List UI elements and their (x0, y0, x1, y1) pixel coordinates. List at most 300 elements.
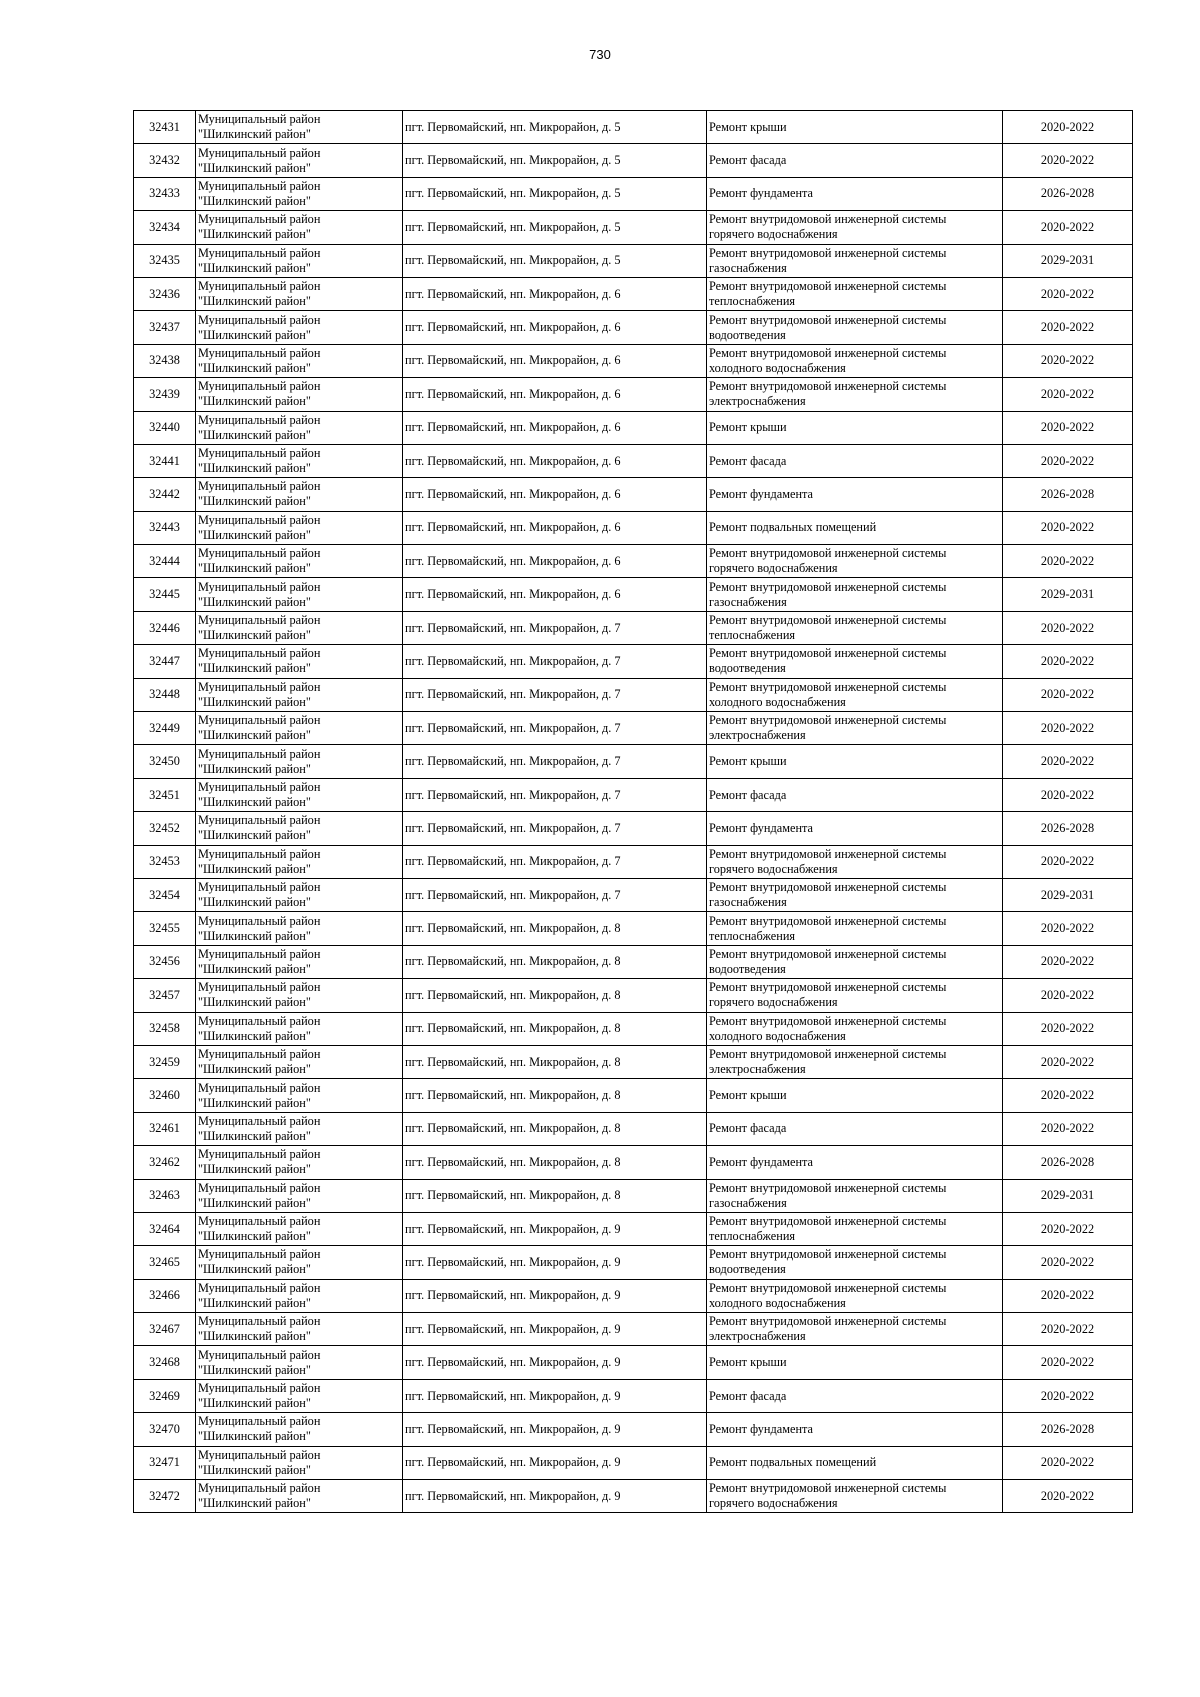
period-cell: 2026-2028 (1003, 1146, 1133, 1179)
work-type-cell (707, 979, 1003, 1012)
municipality-cell (196, 812, 403, 845)
municipality-name-line: "Шилкинский район" (198, 127, 311, 142)
municipality-cell (196, 1413, 403, 1446)
work-type-cell (707, 311, 1003, 344)
address-cell: пгт. Первомайский, нп. Микрорайон, д. 5 (403, 211, 707, 244)
work-type-line: Ремонт внутридомовой инженерной системы (709, 579, 947, 594)
municipality-cell (196, 1246, 403, 1279)
table-row (134, 1413, 1133, 1446)
address-cell: пгт. Первомайский, нп. Микрорайон, д. 7 (403, 611, 707, 644)
row-number-cell: 32447 (134, 645, 196, 678)
table-row (134, 678, 1133, 711)
period-cell: 2020-2022 (1003, 1079, 1133, 1112)
address-cell: пгт. Первомайский, нп. Микрорайон, д. 7 (403, 645, 707, 678)
work-type-line: Ремонт внутридомовой инженерной системы (709, 546, 947, 561)
work-type-detail-line: горячего водоснабжения (709, 227, 838, 242)
address-cell: пгт. Первомайский, нп. Микрорайон, д. 9 (403, 1413, 707, 1446)
table-row (134, 211, 1133, 244)
row-number-cell: 32431 (134, 111, 196, 144)
row-number-cell: 32465 (134, 1246, 196, 1279)
municipality-line: Муниципальный район (198, 713, 321, 728)
municipality-name-line: "Шилкинский район" (198, 661, 311, 676)
address-cell: пгт. Первомайский, нп. Микрорайон, д. 7 (403, 812, 707, 845)
work-type-detail-line: газоснабжения (709, 594, 787, 609)
municipality-cell (196, 645, 403, 678)
address-cell: пгт. Первомайский, нп. Микрорайон, д. 7 (403, 678, 707, 711)
row-number-cell: 32456 (134, 945, 196, 978)
work-type-cell (707, 177, 1003, 210)
work-type-line: Ремонт внутридомовой инженерной системы (709, 245, 947, 260)
work-type-detail-line: теплоснабжения (709, 294, 796, 309)
municipality-name-line: "Шилкинский район" (198, 1229, 311, 1244)
address-cell: пгт. Первомайский, нп. Микрорайон, д. 6 (403, 545, 707, 578)
municipality-line: Муниципальный район (198, 446, 321, 461)
address-cell: пгт. Первомайский, нп. Микрорайон, д. 7 (403, 845, 707, 878)
work-type-line: Ремонт внутридомовой инженерной системы (709, 713, 947, 728)
work-type-line: Ремонт фасада (709, 453, 787, 468)
work-type-detail-line: теплоснабжения (709, 628, 796, 643)
municipality-line: Муниципальный район (198, 546, 321, 561)
work-type-line: Ремонт внутридомовой инженерной системы (709, 1180, 947, 1195)
work-type-detail-line: электроснабжения (709, 1329, 806, 1344)
work-type-line: Ремонт внутридомовой инженерной системы (709, 1013, 947, 1028)
table-row (134, 778, 1133, 811)
period-cell: 2020-2022 (1003, 1379, 1133, 1412)
work-type-line: Ремонт внутридомовой инженерной системы (709, 1214, 947, 1229)
work-type-cell (707, 945, 1003, 978)
work-type-detail-line: холодного водоснабжения (709, 360, 846, 375)
work-type-detail-line: холодного водоснабжения (709, 1295, 846, 1310)
row-number-cell: 32458 (134, 1012, 196, 1045)
municipality-line: Муниципальный район (198, 1247, 321, 1262)
work-type-line: Ремонт внутридомовой инженерной системы (709, 312, 947, 327)
row-number-cell: 32468 (134, 1346, 196, 1379)
municipality-line: Муниципальный район (198, 1381, 321, 1396)
work-type-detail-line: теплоснабжения (709, 928, 796, 943)
municipality-line: Муниципальный район (198, 1280, 321, 1295)
municipality-line: Муниципальный район (198, 780, 321, 794)
row-number-cell: 32435 (134, 244, 196, 277)
municipality-cell (196, 578, 403, 611)
work-type-line: Ремонт внутридомовой инженерной системы (709, 980, 947, 995)
period-cell: 2020-2022 (1003, 712, 1133, 745)
address-cell: пгт. Первомайский, нп. Микрорайон, д. 5 (403, 244, 707, 277)
municipality-name-line: "Шилкинский район" (198, 694, 311, 709)
row-number-cell: 32448 (134, 678, 196, 711)
table-row (134, 1079, 1133, 1112)
work-type-cell (707, 478, 1003, 511)
work-type-cell (707, 511, 1003, 544)
municipality-cell (196, 344, 403, 377)
period-cell: 2020-2022 (1003, 211, 1133, 244)
period-cell: 2020-2022 (1003, 945, 1133, 978)
period-cell: 2020-2022 (1003, 1279, 1133, 1312)
row-number-cell: 32451 (134, 778, 196, 811)
work-type-line: Ремонт внутридомовой инженерной системы (709, 212, 947, 227)
work-type-detail-line: газоснабжения (709, 1195, 787, 1210)
municipality-line: Муниципальный район (198, 1314, 321, 1329)
table-row (134, 1446, 1133, 1479)
municipality-cell (196, 745, 403, 778)
table-row (134, 311, 1133, 344)
municipality-line: Муниципальный район (198, 613, 321, 628)
municipality-line: Муниципальный район (198, 145, 321, 160)
work-type-cell (707, 778, 1003, 811)
municipality-name-line: "Шилкинский район" (198, 995, 311, 1010)
table-row (134, 645, 1133, 678)
municipality-name-line: "Шилкинский район" (198, 461, 311, 476)
municipality-cell (196, 144, 403, 177)
row-number-cell: 32445 (134, 578, 196, 611)
address-cell: пгт. Первомайский, нп. Микрорайон, д. 8 (403, 945, 707, 978)
period-cell: 2020-2022 (1003, 678, 1133, 711)
address-cell: пгт. Первомайский, нп. Микрорайон, д. 9 (403, 1446, 707, 1479)
table-row (134, 1379, 1133, 1412)
work-type-cell (707, 1012, 1003, 1045)
municipality-line: Муниципальный район (198, 679, 321, 694)
municipality-cell (196, 511, 403, 544)
municipality-cell (196, 979, 403, 1012)
municipality-cell (196, 1446, 403, 1479)
municipality-name-line: "Шилкинский район" (198, 227, 311, 242)
table-row (134, 478, 1133, 511)
work-type-line: Ремонт внутридомовой инженерной системы (709, 1314, 947, 1329)
table-row (134, 878, 1133, 911)
table-row (134, 277, 1133, 310)
row-number-cell: 32440 (134, 411, 196, 444)
table-row (134, 845, 1133, 878)
municipality-name-line: "Шилкинский район" (198, 561, 311, 576)
municipality-line: Муниципальный район (198, 913, 321, 928)
municipality-line: Муниципальный район (198, 1113, 321, 1128)
address-cell: пгт. Первомайский, нп. Микрорайон, д. 8 (403, 1112, 707, 1145)
work-type-detail-line: электроснабжения (709, 1062, 806, 1077)
work-type-cell (707, 712, 1003, 745)
work-type-line: Ремонт внутридомовой инженерной системы (709, 1247, 947, 1262)
period-cell: 2026-2028 (1003, 177, 1133, 210)
address-cell: пгт. Первомайский, нп. Микрорайон, д. 9 (403, 1346, 707, 1379)
period-cell: 2029-2031 (1003, 878, 1133, 911)
municipality-line: Муниципальный район (198, 1214, 321, 1229)
address-cell: пгт. Первомайский, нп. Микрорайон, д. 9 (403, 1379, 707, 1412)
work-type-detail-line: горячего водоснабжения (709, 861, 838, 876)
address-cell: пгт. Первомайский, нп. Микрорайон, д. 8 (403, 912, 707, 945)
period-cell: 2029-2031 (1003, 244, 1133, 277)
table-row (134, 979, 1133, 1012)
work-type-cell (707, 1112, 1003, 1145)
work-type-line: Ремонт фасада (709, 1388, 787, 1403)
period-cell: 2020-2022 (1003, 411, 1133, 444)
work-type-cell (707, 144, 1003, 177)
row-number-cell: 32452 (134, 812, 196, 845)
work-type-detail-line: водоотведения (709, 327, 786, 342)
row-number-cell: 32470 (134, 1413, 196, 1446)
municipality-line: Муниципальный район (198, 279, 321, 294)
address-cell: пгт. Первомайский, нп. Микрорайон, д. 6 (403, 378, 707, 411)
address-cell: пгт. Первомайский, нп. Микрорайон, д. 9 (403, 1246, 707, 1279)
address-cell: пгт. Первомайский, нп. Микрорайон, д. 9 (403, 1313, 707, 1346)
address-cell: пгт. Первомайский, нп. Микрорайон, д. 6 (403, 311, 707, 344)
row-number-cell: 32446 (134, 611, 196, 644)
municipality-line: Муниципальный район (198, 846, 321, 861)
work-type-line: Ремонт подвальных помещений (709, 1455, 877, 1470)
municipality-cell (196, 678, 403, 711)
work-type-detail-line: газоснабжения (709, 260, 787, 275)
municipality-line: Муниципальный район (198, 1347, 321, 1362)
table-row (134, 912, 1133, 945)
address-cell: пгт. Первомайский, нп. Микрорайон, д. 6 (403, 411, 707, 444)
row-number-cell: 32463 (134, 1179, 196, 1212)
table-row (134, 945, 1133, 978)
row-number-cell: 32453 (134, 845, 196, 878)
municipality-name-line: "Шилкинский район" (198, 761, 311, 776)
row-number-cell: 32439 (134, 378, 196, 411)
period-cell: 2029-2031 (1003, 1179, 1133, 1212)
address-cell: пгт. Первомайский, нп. Микрорайон, д. 9 (403, 1212, 707, 1245)
municipality-cell (196, 111, 403, 144)
period-cell: 2020-2022 (1003, 1313, 1133, 1346)
municipality-cell (196, 411, 403, 444)
period-cell: 2020-2022 (1003, 1446, 1133, 1479)
municipality-name-line: "Шилкинский район" (198, 494, 311, 509)
municipality-line: Муниципальный район (198, 746, 321, 761)
work-type-detail-line: электроснабжения (709, 394, 806, 409)
work-type-line: Ремонт фундамента (709, 1154, 814, 1169)
municipality-line: Муниципальный район (198, 1013, 321, 1028)
work-type-cell (707, 378, 1003, 411)
row-number-cell: 32442 (134, 478, 196, 511)
work-type-cell (707, 1279, 1003, 1312)
row-number-cell: 32434 (134, 211, 196, 244)
work-type-line: Ремонт подвальных помещений (709, 520, 877, 535)
municipality-line: Муниципальный район (198, 1147, 321, 1162)
municipality-cell (196, 1212, 403, 1245)
municipality-line: Муниципальный район (198, 946, 321, 961)
municipality-name-line: "Шилкинский район" (198, 260, 311, 275)
work-type-line: Ремонт внутридомовой инженерной системы (709, 846, 947, 861)
municipality-cell (196, 1480, 403, 1513)
municipality-name-line: "Шилкинский район" (198, 728, 311, 743)
municipality-cell (196, 177, 403, 210)
work-type-detail-line: горячего водоснабжения (709, 995, 838, 1010)
municipality-cell (196, 1012, 403, 1045)
municipality-cell (196, 1146, 403, 1179)
period-cell: 2026-2028 (1003, 1413, 1133, 1446)
municipality-line: Муниципальный район (198, 980, 321, 995)
table-row (134, 1480, 1133, 1513)
work-type-detail-line: электроснабжения (709, 728, 806, 743)
table-row (134, 545, 1133, 578)
row-number-cell: 32457 (134, 979, 196, 1012)
work-type-cell (707, 745, 1003, 778)
municipality-name-line: "Шилкинский район" (198, 1128, 311, 1143)
table-row (134, 411, 1133, 444)
municipality-line: Муниципальный район (198, 1047, 321, 1062)
municipality-name-line: "Шилкинский район" (198, 1195, 311, 1210)
municipality-name-line: "Шилкинский район" (198, 294, 311, 309)
table-row (134, 1313, 1133, 1346)
work-type-cell (707, 1313, 1003, 1346)
municipality-line: Муниципальный район (198, 345, 321, 360)
work-type-detail-line: холодного водоснабжения (709, 694, 846, 709)
work-type-line: Ремонт внутридомовой инженерной системы (709, 1280, 947, 1295)
municipality-cell (196, 778, 403, 811)
municipality-name-line: "Шилкинский район" (198, 1462, 311, 1477)
municipality-name-line: "Шилкинский район" (198, 1028, 311, 1043)
row-number-cell: 32441 (134, 444, 196, 477)
municipality-cell (196, 244, 403, 277)
municipality-name-line: "Шилкинский район" (198, 1496, 311, 1511)
period-cell: 2020-2022 (1003, 545, 1133, 578)
address-cell: пгт. Первомайский, нп. Микрорайон, д. 7 (403, 745, 707, 778)
municipality-name-line: "Шилкинский район" (198, 1295, 311, 1310)
municipality-name-line: "Шилкинский район" (198, 594, 311, 609)
table-row (134, 444, 1133, 477)
municipality-line: Муниципальный район (198, 312, 321, 327)
municipality-name-line: "Шилкинский район" (198, 895, 311, 910)
row-number-cell: 32460 (134, 1079, 196, 1112)
work-type-line: Ремонт крыши (709, 754, 787, 769)
municipality-name-line: "Шилкинский район" (198, 628, 311, 643)
municipality-line: Муниципальный район (198, 245, 321, 260)
row-number-cell: 32471 (134, 1446, 196, 1479)
municipality-line: Муниципальный район (198, 579, 321, 594)
municipality-name-line: "Шилкинский район" (198, 1429, 311, 1444)
municipality-line: Муниципальный район (198, 379, 321, 394)
row-number-cell: 32472 (134, 1480, 196, 1513)
work-type-cell (707, 1246, 1003, 1279)
address-cell: пгт. Первомайский, нп. Микрорайон, д. 5 (403, 111, 707, 144)
municipality-name-line: "Шилкинский район" (198, 527, 311, 542)
municipality-name-line: "Шилкинский район" (198, 928, 311, 943)
period-cell: 2020-2022 (1003, 311, 1133, 344)
period-cell: 2020-2022 (1003, 1346, 1133, 1379)
table-row (134, 712, 1133, 745)
work-type-cell (707, 1146, 1003, 1179)
address-cell: пгт. Первомайский, нп. Микрорайон, д. 7 (403, 878, 707, 911)
period-cell: 2020-2022 (1003, 511, 1133, 544)
municipality-name-line: "Шилкинский район" (198, 394, 311, 409)
municipality-line: Муниципальный район (198, 813, 321, 828)
work-type-cell (707, 578, 1003, 611)
work-type-cell (707, 1446, 1003, 1479)
municipality-name-line: "Шилкинский район" (198, 1062, 311, 1077)
row-number-cell: 32469 (134, 1379, 196, 1412)
work-type-detail-line: водоотведения (709, 961, 786, 976)
table-row (134, 344, 1133, 377)
municipality-line: Муниципальный район (198, 178, 321, 193)
work-type-cell (707, 1079, 1003, 1112)
municipality-name-line: "Шилкинский район" (198, 1329, 311, 1344)
table-row (134, 1146, 1133, 1179)
period-cell: 2020-2022 (1003, 1246, 1133, 1279)
registry-table (133, 110, 1133, 1513)
row-number-cell: 32444 (134, 545, 196, 578)
row-number-cell: 32432 (134, 144, 196, 177)
municipality-name-line: "Шилкинский район" (198, 360, 311, 375)
period-cell: 2020-2022 (1003, 1045, 1133, 1078)
work-type-detail-line: водоотведения (709, 661, 786, 676)
work-type-cell (707, 1413, 1003, 1446)
work-type-line: Ремонт внутридомовой инженерной системы (709, 379, 947, 394)
work-type-cell (707, 678, 1003, 711)
row-number-cell: 32449 (134, 712, 196, 745)
table-row (134, 1179, 1133, 1212)
municipality-line: Муниципальный район (198, 112, 321, 127)
municipality-name-line: "Шилкинский район" (198, 1362, 311, 1377)
work-type-line: Ремонт фундамента (709, 820, 814, 835)
municipality-name-line: "Шилкинский район" (198, 828, 311, 843)
work-type-cell (707, 1212, 1003, 1245)
table-row (134, 511, 1133, 544)
period-cell: 2020-2022 (1003, 111, 1133, 144)
table-row (134, 812, 1133, 845)
address-cell: пгт. Первомайский, нп. Микрорайон, д. 6 (403, 578, 707, 611)
work-type-cell (707, 344, 1003, 377)
row-number-cell: 32437 (134, 311, 196, 344)
work-type-cell (707, 211, 1003, 244)
period-cell: 2020-2022 (1003, 444, 1133, 477)
municipality-name-line: "Шилкинский район" (198, 1396, 311, 1411)
work-type-cell (707, 411, 1003, 444)
municipality-cell (196, 478, 403, 511)
municipality-name-line: "Шилкинский район" (198, 961, 311, 976)
period-cell: 2020-2022 (1003, 277, 1133, 310)
work-type-detail-line: горячего водоснабжения (709, 561, 838, 576)
row-number-cell: 32433 (134, 177, 196, 210)
municipality-cell (196, 1112, 403, 1145)
row-number-cell: 32466 (134, 1279, 196, 1312)
table-row (134, 1212, 1133, 1245)
table-row (134, 1246, 1133, 1279)
period-cell: 2020-2022 (1003, 1112, 1133, 1145)
page-number: 730 (589, 47, 611, 62)
municipality-line: Муниципальный район (198, 1481, 321, 1496)
municipality-line: Муниципальный район (198, 412, 321, 427)
work-type-line: Ремонт фасада (709, 787, 787, 802)
period-cell: 2020-2022 (1003, 1012, 1133, 1045)
table-row (134, 144, 1133, 177)
municipality-name-line: "Шилкинский район" (198, 1095, 311, 1110)
work-type-cell (707, 1379, 1003, 1412)
work-type-line: Ремонт внутридомовой инженерной системы (709, 345, 947, 360)
period-cell: 2020-2022 (1003, 144, 1133, 177)
address-cell: пгт. Первомайский, нп. Микрорайон, д. 6 (403, 344, 707, 377)
municipality-name-line: "Шилкинский район" (198, 1262, 311, 1277)
period-cell: 2029-2031 (1003, 578, 1133, 611)
row-number-cell: 32454 (134, 878, 196, 911)
period-cell: 2020-2022 (1003, 912, 1133, 945)
municipality-name-line: "Шилкинский район" (198, 861, 311, 876)
work-type-line: Ремонт фундамента (709, 186, 814, 201)
address-cell: пгт. Первомайский, нп. Микрорайон, д. 8 (403, 1146, 707, 1179)
municipality-cell (196, 1079, 403, 1112)
municipality-cell (196, 845, 403, 878)
work-type-cell (707, 878, 1003, 911)
address-cell: пгт. Первомайский, нп. Микрорайон, д. 6 (403, 444, 707, 477)
table-row (134, 611, 1133, 644)
municipality-line: Муниципальный район (198, 1180, 321, 1195)
municipality-cell (196, 912, 403, 945)
row-number-cell: 32443 (134, 511, 196, 544)
period-cell: 2020-2022 (1003, 1212, 1133, 1245)
table-row (134, 1045, 1133, 1078)
period-cell: 2020-2022 (1003, 344, 1133, 377)
municipality-cell (196, 1346, 403, 1379)
municipality-line: Муниципальный район (198, 646, 321, 661)
address-cell: пгт. Первомайский, нп. Микрорайон, д. 7 (403, 712, 707, 745)
address-cell: пгт. Первомайский, нп. Микрорайон, д. 5 (403, 177, 707, 210)
